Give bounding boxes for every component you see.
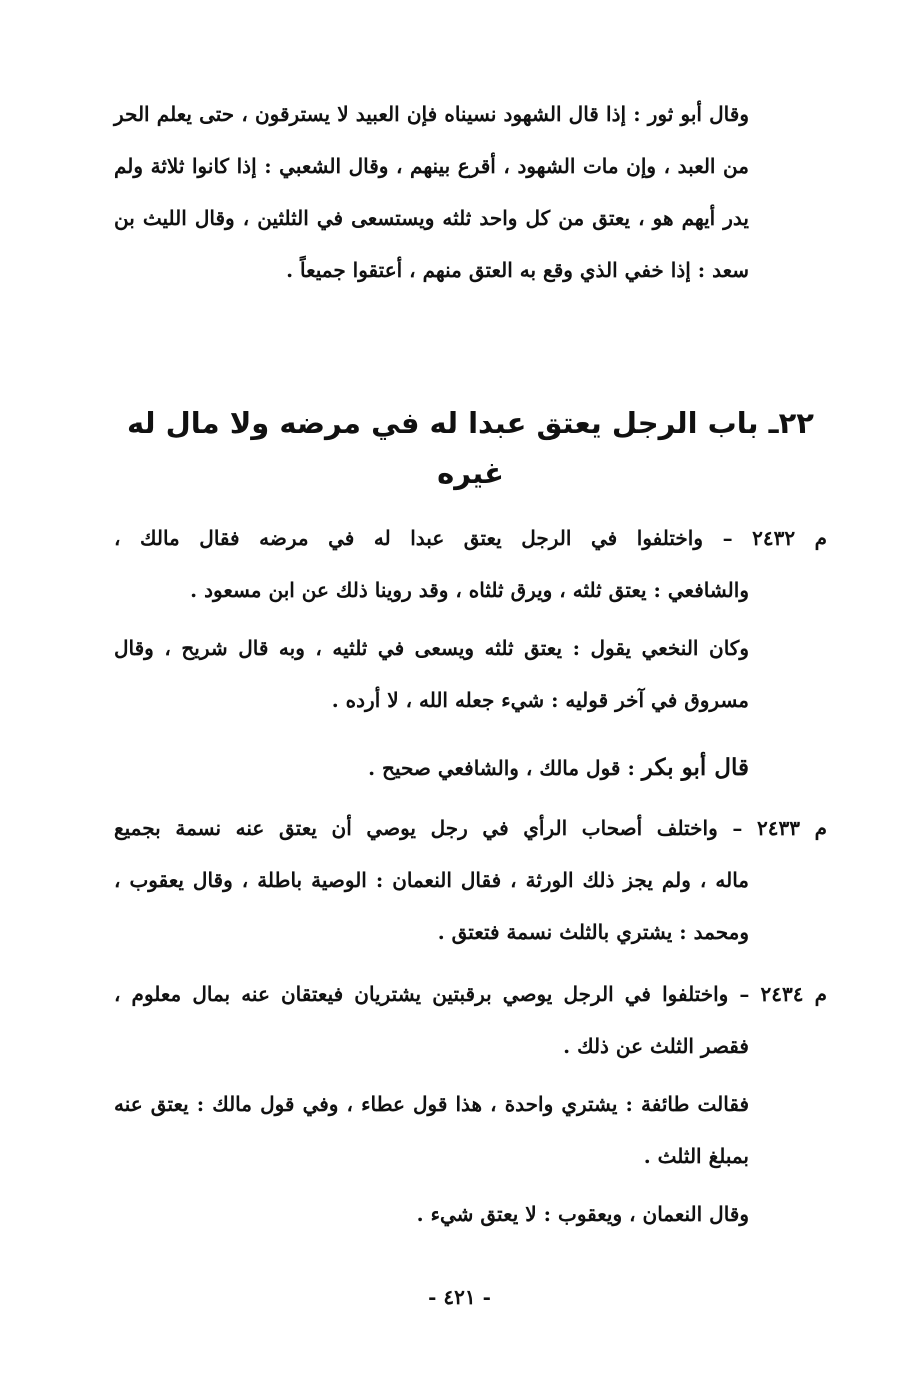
intro-paragraph: وقال أبو ثور : إذا قال الشهود نسيناه فإن العبيد لا يسترقون ، حتى يعلم الحر من العبد ، وإن مات الشهود ، أقرع بينهم ، وقال الشعبي : إذا كانوا ثلاثة ولم يدر أيهم هو ، يعتق من كل واحد ثلثه ويستسعى في الثلثين ، وقال الليث بن سعد : إذا خفي الذي وقع به العتق منهم ، أعتقوا جميعاً . <box>114 102 749 282</box>
entry-2434 <box>114 968 827 1072</box>
entry-2434-first-line <box>114 968 827 1020</box>
abu-bakr-speaker: قال أبو بكر <box>641 754 749 781</box>
nakhai-paragraph: وكان النخعي يقول : يعتق ثلثه ويسعى في ثلثيه ، وبه قال شريح ، وقال مسروق في آخر قوليه : شيء جعله الله ، لا أرده . <box>114 636 749 712</box>
numan-paragraph: وقال النعمان ، ويعقوب : لا يعتق شيء . <box>416 1202 749 1226</box>
chapter-title: ٢٢ـ باب الرجل يعتق عبدا له في مرضه ولا مال له غيره <box>127 406 814 490</box>
entry-2432-text: واختلفوا في الرجل يعتق عبدا له في مرضه فقال مالك ، <box>114 526 704 550</box>
page-number: - ٤٢١ - <box>428 1285 491 1309</box>
entry-2433-text: واختلف أصحاب الرأي في رجل يوصي أن يعتق عنه نسمة بجميع <box>114 816 718 840</box>
entry-2433 <box>114 802 827 958</box>
abu-bakr-paragraph <box>114 742 749 794</box>
abu-bakr-text: : قول مالك ، والشافعي صحيح . <box>368 756 635 780</box>
entry-2432-continuation: والشافعي : يعتق ثلثه ، ويرق ثلثاه ، وقد روينا ذلك عن ابن مسعود . <box>190 578 749 602</box>
entry-2433-continuation: ماله ، ولم يجز ذلك الورثة ، فقال النعمان : الوصية باطلة ، وقال يعقوب ، ومحمد : يشتري بالثلث نسمة فتعتق . <box>114 868 749 944</box>
entry-2432-first-line <box>114 512 827 564</box>
entry-2432 <box>114 512 827 616</box>
entry-2432-number: م ٢٤٣٢ – <box>722 526 827 550</box>
entry-2434-text: واختلفوا في الرجل يوصي برقبتين يشتريان فيعتقان عنه بمال معلوم ، <box>114 982 729 1006</box>
entry-2434-continuation: فقصر الثلث عن ذلك . <box>563 1034 749 1058</box>
entry-2433-first-line <box>114 802 827 854</box>
taifa-paragraph: فقالت طائفة : يشتري واحدة ، هذا قول عطاء ، وفي قول مالك : يعتق عنه بمبلغ الثلث . <box>114 1092 749 1168</box>
entry-2434-number: م ٢٤٣٤ – <box>739 982 827 1006</box>
entry-2433-number: م ٢٤٣٣ – <box>732 816 827 840</box>
